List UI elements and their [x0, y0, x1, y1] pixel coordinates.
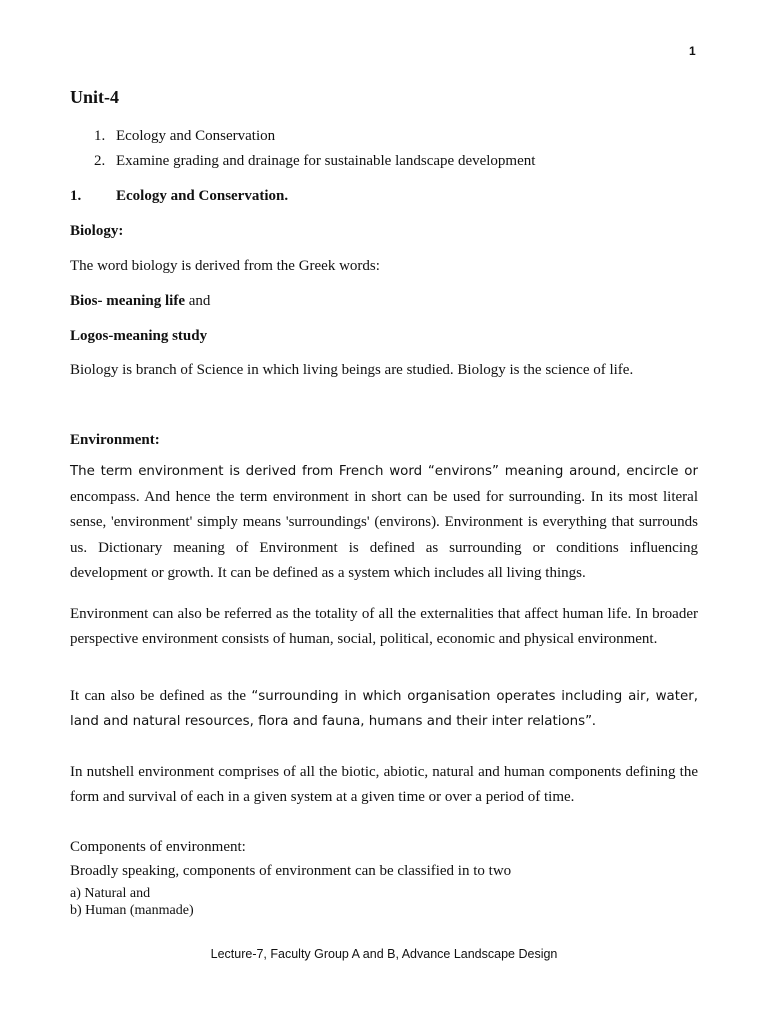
biology-intro: The word biology is derived from the Greek words:: [70, 258, 380, 274]
section-heading: [70, 187, 288, 205]
bios-line: [70, 292, 210, 310]
section-title: Ecology and Conservation.: [116, 188, 289, 204]
component-b: b) Human (manmade): [70, 903, 194, 918]
biology-heading: Biology:: [70, 223, 124, 239]
environment-paragraph-4: In nutshell environment comprises of all the biotic, abiotic, natural and human components defining the form and survival of each in a given system at a given time or over a period of time.: [70, 764, 698, 805]
list-text: Examine grading and drainage for sustainable landscape development: [116, 153, 536, 169]
section-num: 1.: [70, 188, 82, 204]
para1-first-line: The term environment is derived from French word “environs” meaning around, encircle or: [70, 464, 698, 479]
bios-term: Bios- meaning life: [70, 293, 185, 309]
para1-rest: encompass. And hence the term environment in short can be used for surrounding. In its most literal sense, 'environment' simply means 'surroundings' (environs). Environment is everything that surrounds us. Dictionary meaning of Environment is defined as surrounding or conditions influencing development or growth. It can be defined as a system which includes all living things.: [70, 488, 698, 581]
list-num: 1.: [94, 128, 106, 144]
para3-quote: “surrounding in which organisation operates including air, water, land and natural resources, flora and fauna, humans and their inter relations”: [70, 689, 698, 729]
biology-definition: Biology is branch of Science in which living beings are studied. Biology is the science of life.: [70, 362, 634, 378]
environment-heading: Environment:: [70, 432, 160, 448]
page-number: 1: [689, 44, 696, 58]
components-intro: Broadly speaking, components of environment can be classified in to two: [70, 863, 512, 879]
logos-line: Logos-meaning study: [70, 328, 208, 344]
component-a: a) Natural and: [70, 886, 151, 901]
para3-lead: It can also be defined as the: [70, 688, 252, 704]
list-item-2: [94, 152, 535, 170]
list-num: 2.: [94, 153, 106, 169]
bios-rest: and: [185, 293, 211, 309]
components-heading: Components of environment:: [70, 839, 246, 855]
unit-title: Unit-4: [70, 87, 119, 107]
list-text: Ecology and Conservation: [116, 128, 276, 144]
para3-end: .: [592, 713, 596, 729]
list-item-1: [94, 127, 275, 145]
environment-paragraph-2: Environment can also be referred as the totality of all the externalities that affect human life. In broader perspective environment consists of human, social, political, economic and physical environment.: [70, 606, 698, 647]
environment-paragraph-3: [70, 684, 698, 734]
environment-paragraph-1: [70, 459, 698, 587]
page-footer: Lecture-7, Faculty Group A and B, Advance Landscape Design: [210, 947, 558, 961]
